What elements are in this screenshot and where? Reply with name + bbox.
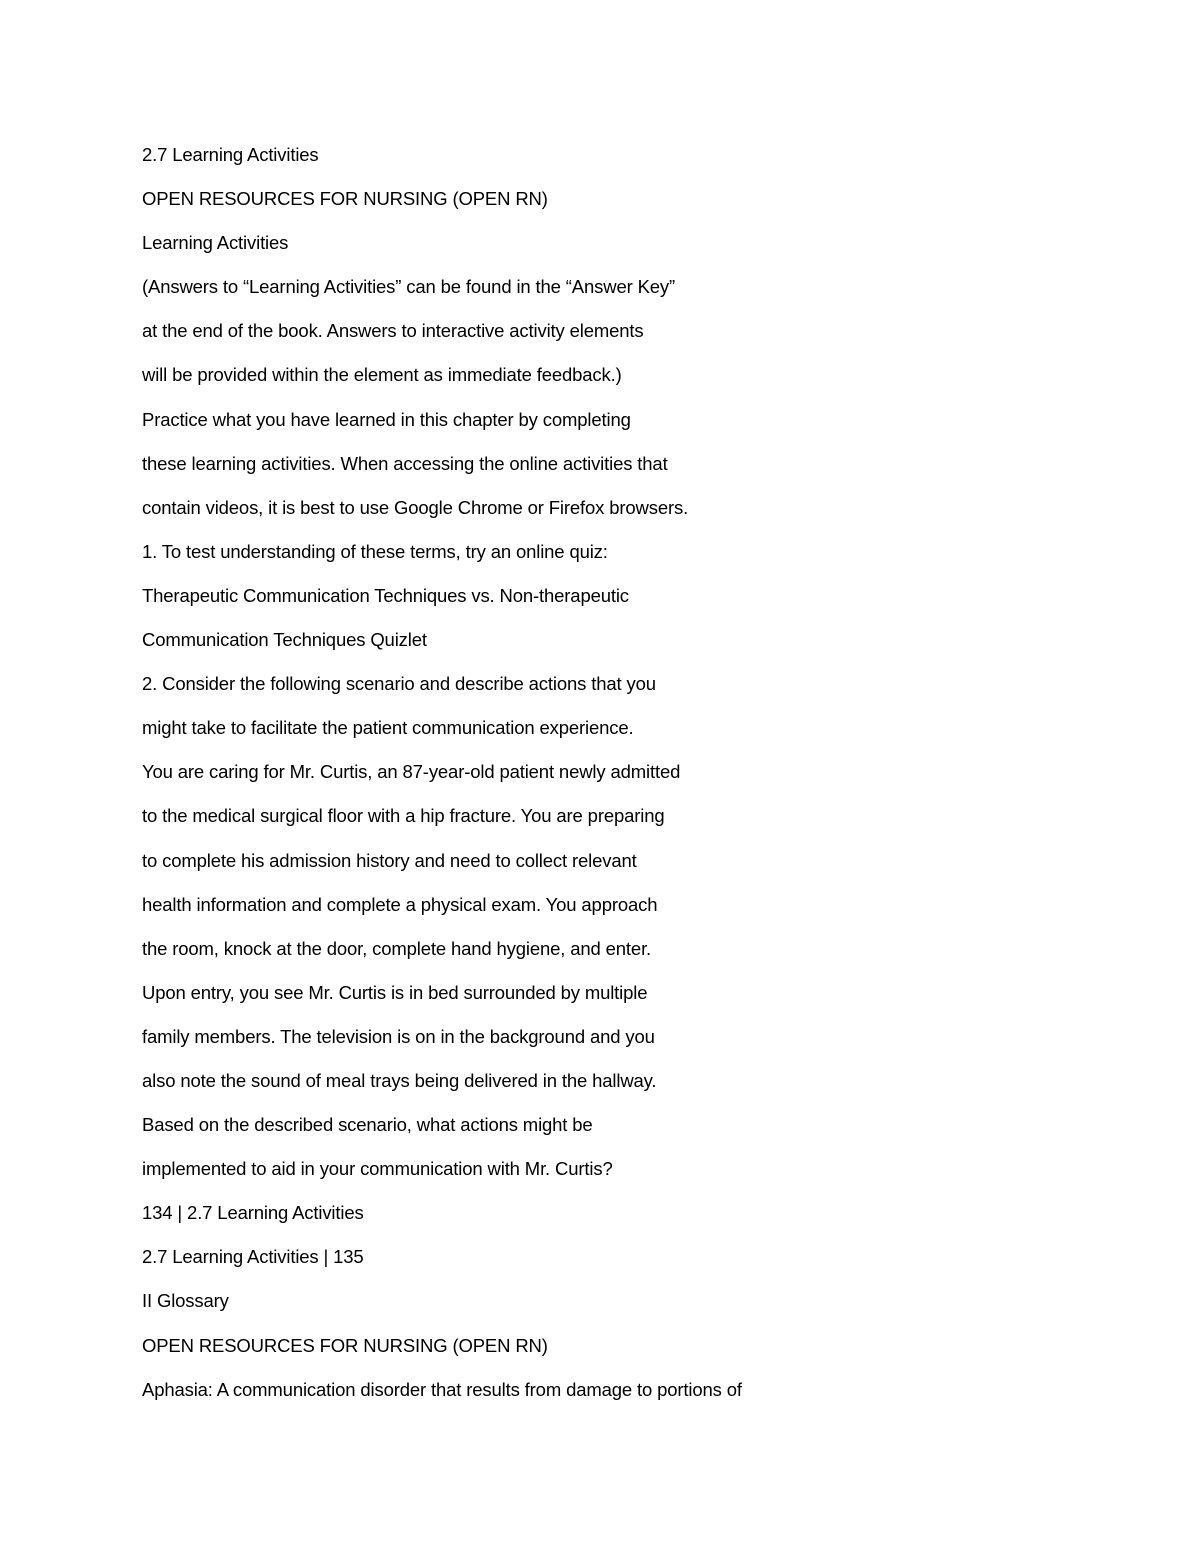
text-line: these learning activities. When accessing the online activities that — [142, 452, 668, 474]
publisher-line: OPEN RESOURCES FOR NURSING (OPEN RN) — [142, 1334, 548, 1356]
glossary-entry: Aphasia: A communication disorder that results from damage to portions of — [142, 1378, 742, 1400]
text-line: Therapeutic Communication Techniques vs. Non-therapeutic — [142, 584, 629, 606]
text-line: to complete his admission history and need to collect relevant — [142, 849, 637, 871]
subsection-heading: Learning Activities — [142, 232, 289, 254]
text-line: Based on the described scenario, what actions might be — [142, 1114, 593, 1136]
page-header: 2.7 Learning Activities | 135 — [142, 1246, 364, 1268]
text-line: to the medical surgical floor with a hip fracture. You are preparing — [142, 805, 665, 827]
text-line: will be provided within the element as immediate feedback.) — [142, 364, 622, 386]
text-line: Practice what you have learned in this chapter by completing — [142, 408, 631, 430]
publisher-line: OPEN RESOURCES FOR NURSING (OPEN RN) — [142, 188, 548, 210]
activity-item: 2. Consider the following scenario and describe actions that you — [142, 673, 656, 695]
section-title: 2.7 Learning Activities — [142, 144, 319, 165]
text-line: might take to facilitate the patient communication experience. — [142, 717, 634, 739]
activity-item: 1. To test understanding of these terms, try an online quiz: — [142, 540, 608, 562]
glossary-heading: II Glossary — [142, 1290, 229, 1312]
text-line: also note the sound of meal trays being delivered in the hallway. — [142, 1069, 657, 1091]
text-line: contain videos, it is best to use Google Chrome or Firefox browsers. — [142, 496, 689, 518]
text-line: You are caring for Mr. Curtis, an 87-year-old patient newly admitted — [142, 761, 681, 783]
text-line: Upon entry, you see Mr. Curtis is in bed surrounded by multiple — [142, 981, 648, 1003]
text-line: the room, knock at the door, complete hand hygiene, and enter. — [142, 937, 652, 959]
page-footer: 134 | 2.7 Learning Activities — [142, 1202, 364, 1224]
text-line: health information and complete a physical exam. You approach — [142, 893, 658, 915]
text-line: (Answers to “Learning Activities” can be found in the “Answer Key” — [142, 276, 676, 298]
document-text — [142, 140, 1142, 1419]
text-line: family members. The television is on in the background and you — [142, 1025, 655, 1047]
text-line: at the end of the book. Answers to interactive activity elements — [142, 320, 644, 342]
text-line: Communication Techniques Quizlet — [142, 629, 427, 651]
text-line: implemented to aid in your communication with Mr. Curtis? — [142, 1158, 613, 1180]
